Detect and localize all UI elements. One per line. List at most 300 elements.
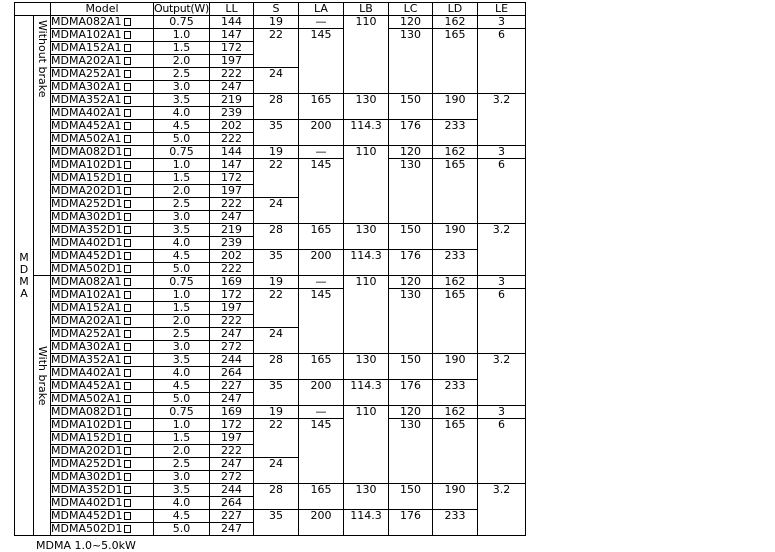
s-cell: 35 — [253, 510, 298, 536]
s-cell: 28 — [253, 224, 298, 250]
checkbox-square-icon — [124, 148, 131, 156]
output-cell: 5.0 — [154, 393, 210, 406]
lb-cell: 114.3 — [343, 250, 388, 276]
table-row — [15, 406, 526, 419]
footnote: MDMA 1.0~5.0kW — [36, 539, 136, 552]
header-lc: LC — [388, 3, 432, 16]
ll-cell: 147 — [209, 29, 253, 42]
model-cell — [51, 471, 154, 484]
checkbox-square-icon — [124, 239, 131, 247]
checkbox-square-icon — [124, 486, 131, 494]
checkbox-square-icon — [124, 122, 131, 130]
lc-cell: 150 — [388, 94, 432, 120]
s-cell: 28 — [253, 484, 298, 510]
ll-cell: 222 — [209, 445, 253, 458]
output-cell: 1.0 — [154, 29, 210, 42]
output-cell: 1.0 — [154, 419, 210, 432]
model-cell — [51, 367, 154, 380]
ld-cell: 165 — [432, 29, 477, 94]
checkbox-square-icon — [124, 252, 131, 260]
ll-cell: 222 — [209, 198, 253, 211]
ll-cell: 147 — [209, 159, 253, 172]
model-name: MDMA202D1 — [51, 444, 123, 457]
checkbox-square-icon — [124, 18, 131, 26]
output-cell: 0.75 — [154, 146, 210, 159]
la-cell: — — [298, 146, 343, 159]
lc-cell: 120 — [388, 276, 432, 289]
lb-cell: 130 — [343, 354, 388, 380]
la-cell: 145 — [298, 419, 343, 484]
ll-cell: 227 — [209, 510, 253, 523]
model-name: MDMA402D1 — [51, 496, 123, 509]
model-name: MDMA252A1 — [51, 327, 122, 340]
la-cell: 200 — [298, 380, 343, 406]
model-name: MDMA502A1 — [51, 392, 122, 405]
dimension-table — [14, 2, 526, 536]
lc-cell: 130 — [388, 289, 432, 354]
checkbox-square-icon — [124, 330, 131, 338]
model-name: MDMA102D1 — [51, 158, 123, 171]
ll-cell: 244 — [209, 354, 253, 367]
ld-cell: 165 — [432, 159, 477, 224]
table-row — [15, 419, 526, 432]
ll-cell: 144 — [209, 146, 253, 159]
table-row — [15, 380, 526, 393]
brake-label: With brake — [36, 346, 49, 406]
ll-cell: 219 — [209, 224, 253, 237]
model-cell — [51, 263, 154, 276]
output-cell: 4.5 — [154, 510, 210, 523]
model-cell — [51, 42, 154, 55]
output-cell: 4.5 — [154, 380, 210, 393]
model-name: MDMA402A1 — [51, 106, 122, 119]
output-cell: 3.5 — [154, 354, 210, 367]
model-name: MDMA502A1 — [51, 132, 122, 145]
output-cell: 1.0 — [154, 159, 210, 172]
le-cell: 3 — [477, 406, 525, 419]
brake-label: Without brake — [36, 20, 49, 98]
checkbox-square-icon — [124, 382, 131, 390]
la-cell: — — [298, 406, 343, 419]
lc-cell: 176 — [388, 250, 432, 276]
ll-cell: 247 — [209, 328, 253, 341]
ll-cell: 222 — [209, 315, 253, 328]
la-cell: 165 — [298, 94, 343, 120]
ld-cell: 162 — [432, 276, 477, 289]
output-cell: 2.0 — [154, 55, 210, 68]
checkbox-square-icon — [124, 317, 131, 325]
header-blank — [15, 3, 51, 16]
checkbox-square-icon — [124, 291, 131, 299]
model-name: MDMA152A1 — [51, 301, 122, 314]
table-row — [15, 16, 526, 29]
ll-cell: 169 — [209, 406, 253, 419]
model-name: MDMA082D1 — [51, 145, 123, 158]
checkbox-square-icon — [124, 187, 131, 195]
lb-cell: 114.3 — [343, 380, 388, 406]
lc-cell: 130 — [388, 159, 432, 224]
ld-cell: 190 — [432, 224, 477, 250]
ld-cell: 233 — [432, 250, 477, 276]
model-cell — [51, 393, 154, 406]
model-name: MDMA302A1 — [51, 80, 122, 93]
ll-cell: 144 — [209, 16, 253, 29]
checkbox-square-icon — [124, 512, 131, 520]
lc-cell: 176 — [388, 380, 432, 406]
checkbox-square-icon — [124, 83, 131, 91]
s-cell: 22 — [253, 159, 298, 198]
output-cell: 5.0 — [154, 263, 210, 276]
model-cell — [51, 198, 154, 211]
lb-cell: 130 — [343, 484, 388, 510]
s-cell: 24 — [253, 458, 298, 484]
table-row — [15, 510, 526, 523]
s-cell: 19 — [253, 406, 298, 419]
model-cell — [51, 224, 154, 237]
model-name: MDMA252D1 — [51, 457, 123, 470]
model-name: MDMA452D1 — [51, 509, 123, 522]
ll-cell: 222 — [209, 68, 253, 81]
output-cell: 2.5 — [154, 68, 210, 81]
lb-cell: 110 — [343, 406, 388, 484]
output-cell: 3.0 — [154, 81, 210, 94]
le-cell: 6 — [477, 29, 525, 94]
output-cell: 1.5 — [154, 432, 210, 445]
model-cell — [51, 211, 154, 224]
ld-cell: 165 — [432, 289, 477, 354]
model-name: MDMA202A1 — [51, 54, 122, 67]
model-cell — [51, 276, 154, 289]
lc-cell: 120 — [388, 146, 432, 159]
output-cell: 3.5 — [154, 224, 210, 237]
model-name: MDMA102A1 — [51, 28, 122, 41]
model-cell — [51, 523, 154, 536]
checkbox-square-icon — [124, 44, 131, 52]
ll-cell: 197 — [209, 185, 253, 198]
model-cell — [51, 289, 154, 302]
ll-cell: 172 — [209, 42, 253, 55]
model-name: MDMA352A1 — [51, 353, 122, 366]
ll-cell: 222 — [209, 133, 253, 146]
header-le: LE — [477, 3, 525, 16]
ll-cell: 247 — [209, 81, 253, 94]
la-cell: 165 — [298, 354, 343, 380]
model-cell — [51, 419, 154, 432]
model-cell — [51, 458, 154, 471]
le-cell: 3 — [477, 146, 525, 159]
le-cell: 6 — [477, 419, 525, 484]
ll-cell: 264 — [209, 367, 253, 380]
model-name: MDMA252D1 — [51, 197, 123, 210]
ll-cell: 202 — [209, 120, 253, 133]
le-cell: 3 — [477, 276, 525, 289]
lb-cell: 110 — [343, 276, 388, 354]
output-cell: 3.5 — [154, 484, 210, 497]
model-cell — [51, 510, 154, 523]
model-name: MDMA502D1 — [51, 262, 123, 275]
model-name: MDMA352D1 — [51, 223, 123, 236]
la-cell: 145 — [298, 159, 343, 224]
lc-cell: 150 — [388, 354, 432, 380]
ld-cell: 233 — [432, 120, 477, 146]
checkbox-square-icon — [124, 213, 131, 221]
table-row — [15, 29, 526, 42]
output-cell: 2.5 — [154, 198, 210, 211]
checkbox-square-icon — [124, 343, 131, 351]
ll-cell: 247 — [209, 393, 253, 406]
ll-cell: 239 — [209, 107, 253, 120]
ld-cell: 233 — [432, 380, 477, 406]
checkbox-square-icon — [124, 499, 131, 507]
checkbox-square-icon — [124, 135, 131, 143]
model-cell — [51, 146, 154, 159]
without-brake-cell — [34, 16, 51, 276]
model-name: MDMA082A1 — [51, 275, 122, 288]
output-cell: 1.5 — [154, 302, 210, 315]
model-cell — [51, 484, 154, 497]
header-s: S — [253, 3, 298, 16]
header-ld: LD — [432, 3, 477, 16]
lb-cell: 110 — [343, 16, 388, 94]
model-cell — [51, 497, 154, 510]
s-cell: 19 — [253, 276, 298, 289]
model-cell — [51, 237, 154, 250]
ll-cell: 247 — [209, 211, 253, 224]
s-cell: 35 — [253, 120, 298, 146]
model-cell — [51, 341, 154, 354]
model-cell — [51, 94, 154, 107]
ll-cell: 227 — [209, 380, 253, 393]
checkbox-square-icon — [124, 395, 131, 403]
checkbox-square-icon — [124, 226, 131, 234]
output-cell: 1.5 — [154, 172, 210, 185]
ll-cell: 272 — [209, 341, 253, 354]
model-name: MDMA202D1 — [51, 184, 123, 197]
checkbox-square-icon — [124, 369, 131, 377]
ld-cell: 190 — [432, 354, 477, 380]
ll-cell: 222 — [209, 263, 253, 276]
model-cell — [51, 354, 154, 367]
ll-cell: 264 — [209, 497, 253, 510]
la-cell: 165 — [298, 484, 343, 510]
ld-cell: 190 — [432, 484, 477, 510]
model-cell — [51, 250, 154, 263]
checkbox-square-icon — [124, 70, 131, 78]
model-cell — [51, 68, 154, 81]
model-name: MDMA152D1 — [51, 171, 123, 184]
s-cell: 28 — [253, 354, 298, 380]
model-name: MDMA252A1 — [51, 67, 122, 80]
model-name: MDMA452D1 — [51, 249, 123, 262]
s-cell: 35 — [253, 380, 298, 406]
checkbox-square-icon — [124, 31, 131, 39]
checkbox-square-icon — [124, 96, 131, 104]
la-cell: — — [298, 276, 343, 289]
table-row — [15, 224, 526, 237]
output-cell: 1.5 — [154, 42, 210, 55]
lc-cell: 176 — [388, 120, 432, 146]
model-name: MDMA352A1 — [51, 93, 122, 106]
output-cell: 0.75 — [154, 16, 210, 29]
le-cell: 3.2 — [477, 354, 525, 406]
ld-cell: 190 — [432, 94, 477, 120]
header-model: Model — [51, 3, 154, 16]
la-cell: — — [298, 16, 343, 29]
model-name: MDMA352D1 — [51, 483, 123, 496]
table-row — [15, 159, 526, 172]
checkbox-square-icon — [124, 434, 131, 442]
ll-cell: 172 — [209, 419, 253, 432]
model-name: MDMA452A1 — [51, 379, 122, 392]
output-cell: 4.0 — [154, 107, 210, 120]
model-cell — [51, 81, 154, 94]
model-cell — [51, 380, 154, 393]
s-cell: 35 — [253, 250, 298, 276]
lc-cell: 120 — [388, 406, 432, 419]
output-cell: 2.5 — [154, 458, 210, 471]
model-cell — [51, 107, 154, 120]
le-cell: 6 — [477, 289, 525, 354]
lb-cell: 114.3 — [343, 510, 388, 536]
model-cell — [51, 133, 154, 146]
with-brake-cell — [34, 276, 51, 536]
ll-cell: 247 — [209, 523, 253, 536]
ll-cell: 244 — [209, 484, 253, 497]
ll-cell: 219 — [209, 94, 253, 107]
ll-cell: 197 — [209, 55, 253, 68]
series-label: MDMA — [19, 250, 29, 300]
table-row — [15, 94, 526, 107]
table-body — [15, 16, 526, 536]
lb-cell: 130 — [343, 224, 388, 250]
model-name: MDMA402D1 — [51, 236, 123, 249]
output-cell: 3.0 — [154, 471, 210, 484]
s-cell: 24 — [253, 68, 298, 94]
ld-cell: 162 — [432, 406, 477, 419]
ll-cell: 172 — [209, 289, 253, 302]
model-name: MDMA302D1 — [51, 210, 123, 223]
la-cell: 145 — [298, 289, 343, 354]
s-cell: 22 — [253, 419, 298, 458]
output-cell: 4.0 — [154, 367, 210, 380]
output-cell: 3.0 — [154, 341, 210, 354]
ll-cell: 247 — [209, 458, 253, 471]
s-cell: 22 — [253, 29, 298, 68]
model-cell — [51, 302, 154, 315]
checkbox-square-icon — [124, 57, 131, 65]
table-row — [15, 289, 526, 302]
header-ll: LL — [209, 3, 253, 16]
checkbox-square-icon — [124, 356, 131, 364]
lc-cell: 130 — [388, 29, 432, 94]
model-cell — [51, 172, 154, 185]
checkbox-square-icon — [124, 304, 131, 312]
la-cell: 165 — [298, 224, 343, 250]
output-cell: 3.5 — [154, 94, 210, 107]
output-cell: 1.0 — [154, 289, 210, 302]
checkbox-square-icon — [124, 525, 131, 533]
s-cell: 24 — [253, 328, 298, 354]
model-cell — [51, 159, 154, 172]
header-output: Output(W) — [154, 2, 209, 15]
checkbox-square-icon — [124, 109, 131, 117]
ll-cell: 272 — [209, 471, 253, 484]
ll-cell: 197 — [209, 432, 253, 445]
s-cell: 24 — [253, 198, 298, 224]
le-cell: 3.2 — [477, 224, 525, 276]
model-name: MDMA502D1 — [51, 522, 123, 535]
lc-cell: 150 — [388, 224, 432, 250]
checkbox-square-icon — [124, 161, 131, 169]
checkbox-square-icon — [124, 265, 131, 273]
le-cell: 6 — [477, 159, 525, 224]
checkbox-square-icon — [124, 278, 131, 286]
s-cell: 19 — [253, 146, 298, 159]
output-cell: 2.0 — [154, 185, 210, 198]
model-cell — [51, 120, 154, 133]
le-cell: 3 — [477, 16, 525, 29]
table-row — [15, 120, 526, 133]
series-cell — [15, 16, 34, 536]
ll-cell: 169 — [209, 276, 253, 289]
model-name: MDMA402A1 — [51, 366, 122, 379]
le-cell: 3.2 — [477, 484, 525, 536]
lb-cell: 110 — [343, 146, 388, 224]
ll-cell: 197 — [209, 302, 253, 315]
output-cell: 0.75 — [154, 406, 210, 419]
output-cell: 2.0 — [154, 445, 210, 458]
checkbox-square-icon — [124, 421, 131, 429]
header-row — [15, 3, 526, 16]
ld-cell: 162 — [432, 16, 477, 29]
output-cell: 5.0 — [154, 133, 210, 146]
model-cell — [51, 55, 154, 68]
table-row — [15, 276, 526, 289]
table-row — [15, 354, 526, 367]
checkbox-square-icon — [124, 408, 131, 416]
model-cell — [51, 445, 154, 458]
checkbox-square-icon — [124, 174, 131, 182]
output-cell: 4.0 — [154, 497, 210, 510]
la-cell: 200 — [298, 120, 343, 146]
lc-cell: 176 — [388, 510, 432, 536]
model-cell — [51, 315, 154, 328]
model-name: MDMA452A1 — [51, 119, 122, 132]
ll-cell: 172 — [209, 172, 253, 185]
output-cell: 2.5 — [154, 328, 210, 341]
lb-cell: 114.3 — [343, 120, 388, 146]
output-cell: 4.5 — [154, 120, 210, 133]
la-cell: 200 — [298, 510, 343, 536]
table-row — [15, 146, 526, 159]
ld-cell: 165 — [432, 419, 477, 484]
lc-cell: 150 — [388, 484, 432, 510]
checkbox-square-icon — [124, 200, 131, 208]
model-name: MDMA082A1 — [51, 15, 122, 28]
checkbox-square-icon — [124, 473, 131, 481]
lb-cell: 130 — [343, 94, 388, 120]
la-cell: 200 — [298, 250, 343, 276]
output-cell: 5.0 — [154, 523, 210, 536]
model-name: MDMA302D1 — [51, 470, 123, 483]
s-cell: 19 — [253, 16, 298, 29]
header-lb: LB — [343, 3, 388, 16]
output-cell: 0.75 — [154, 276, 210, 289]
model-cell — [51, 406, 154, 419]
model-name: MDMA102A1 — [51, 288, 122, 301]
model-name: MDMA202A1 — [51, 314, 122, 327]
model-cell — [51, 29, 154, 42]
